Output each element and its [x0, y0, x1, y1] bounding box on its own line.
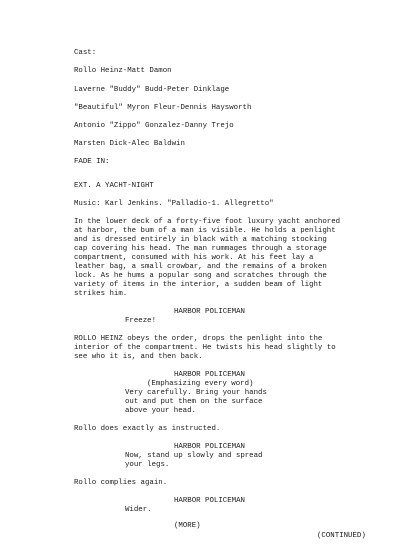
music-note: Music: Karl Jenkins. "Palladio-1. Allegretto": [74, 200, 274, 208]
character-name: HARBOR POLICEMAN: [174, 371, 245, 379]
character-name: HARBOR POLICEMAN: [174, 497, 245, 505]
action-line: see who it is, and then back.: [74, 353, 203, 361]
action-line: lock. As he hums a popular song and scratches through the: [74, 272, 327, 280]
character-name: HARBOR POLICEMAN: [174, 308, 245, 316]
action-line: Rollo complies again.: [74, 479, 168, 487]
action-line: compartment, consumed with his work. At his feet lay a: [74, 254, 314, 262]
action-line: cap covering his head. The man rummages through a storage: [74, 245, 327, 253]
action-line: and is dressed entirely in black with a matching stocking: [74, 236, 327, 244]
action-line: leather bag, a small crowbar, and the remains of a broken: [74, 263, 327, 271]
action-line: variety of items in the interior, a sudden beam of light: [74, 281, 323, 289]
cast-member: Antonio "Zippo" Gonzalez-Danny Trejo: [74, 122, 234, 130]
dialogue-line: Freeze!: [125, 317, 157, 325]
action-line: Rollo does exactly as instructed.: [74, 425, 221, 433]
dialogue-line: your legs.: [125, 461, 170, 469]
parenthetical: (Emphasizing every word): [147, 380, 254, 388]
cast-heading: Cast:: [74, 49, 97, 57]
character-name: HARBOR POLICEMAN: [174, 443, 245, 451]
dialogue-line: Very carefully. Bring your hands: [125, 389, 267, 397]
continued-marker: (CONTINUED): [317, 532, 366, 540]
cast-member: Laverne "Buddy" Budd-Peter Dinklage: [74, 86, 230, 94]
action-line: interior of the compartment. He twists his head slightly to: [74, 344, 336, 352]
dialogue-line: above your head.: [125, 407, 196, 415]
transition: FADE IN:: [74, 158, 110, 166]
action-line: strikes him.: [74, 290, 128, 298]
action-line: ROLLO HEINZ obeys the order, drops the penlight into the: [74, 335, 323, 343]
more-marker: (MORE): [174, 522, 201, 530]
cast-member: Marsten Dick-Alec Baldwin: [74, 140, 185, 148]
cast-member: "Beautiful" Myron Fleur-Dennis Haysworth: [74, 104, 252, 112]
action-line: at harbor, the bum of a man is visible. He holds a penlight: [74, 227, 336, 235]
dialogue-line: Wider.: [125, 506, 152, 514]
scene-heading: EXT. A YACHT-NIGHT: [74, 182, 154, 190]
dialogue-line: out and put them on the surface: [125, 398, 263, 406]
cast-member: Rollo Heinz-Matt Damon: [74, 67, 172, 75]
dialogue-line: Now, stand up slowly and spread: [125, 452, 263, 460]
action-line: In the lower deck of a forty-five foot luxury yacht anchored: [74, 218, 341, 226]
